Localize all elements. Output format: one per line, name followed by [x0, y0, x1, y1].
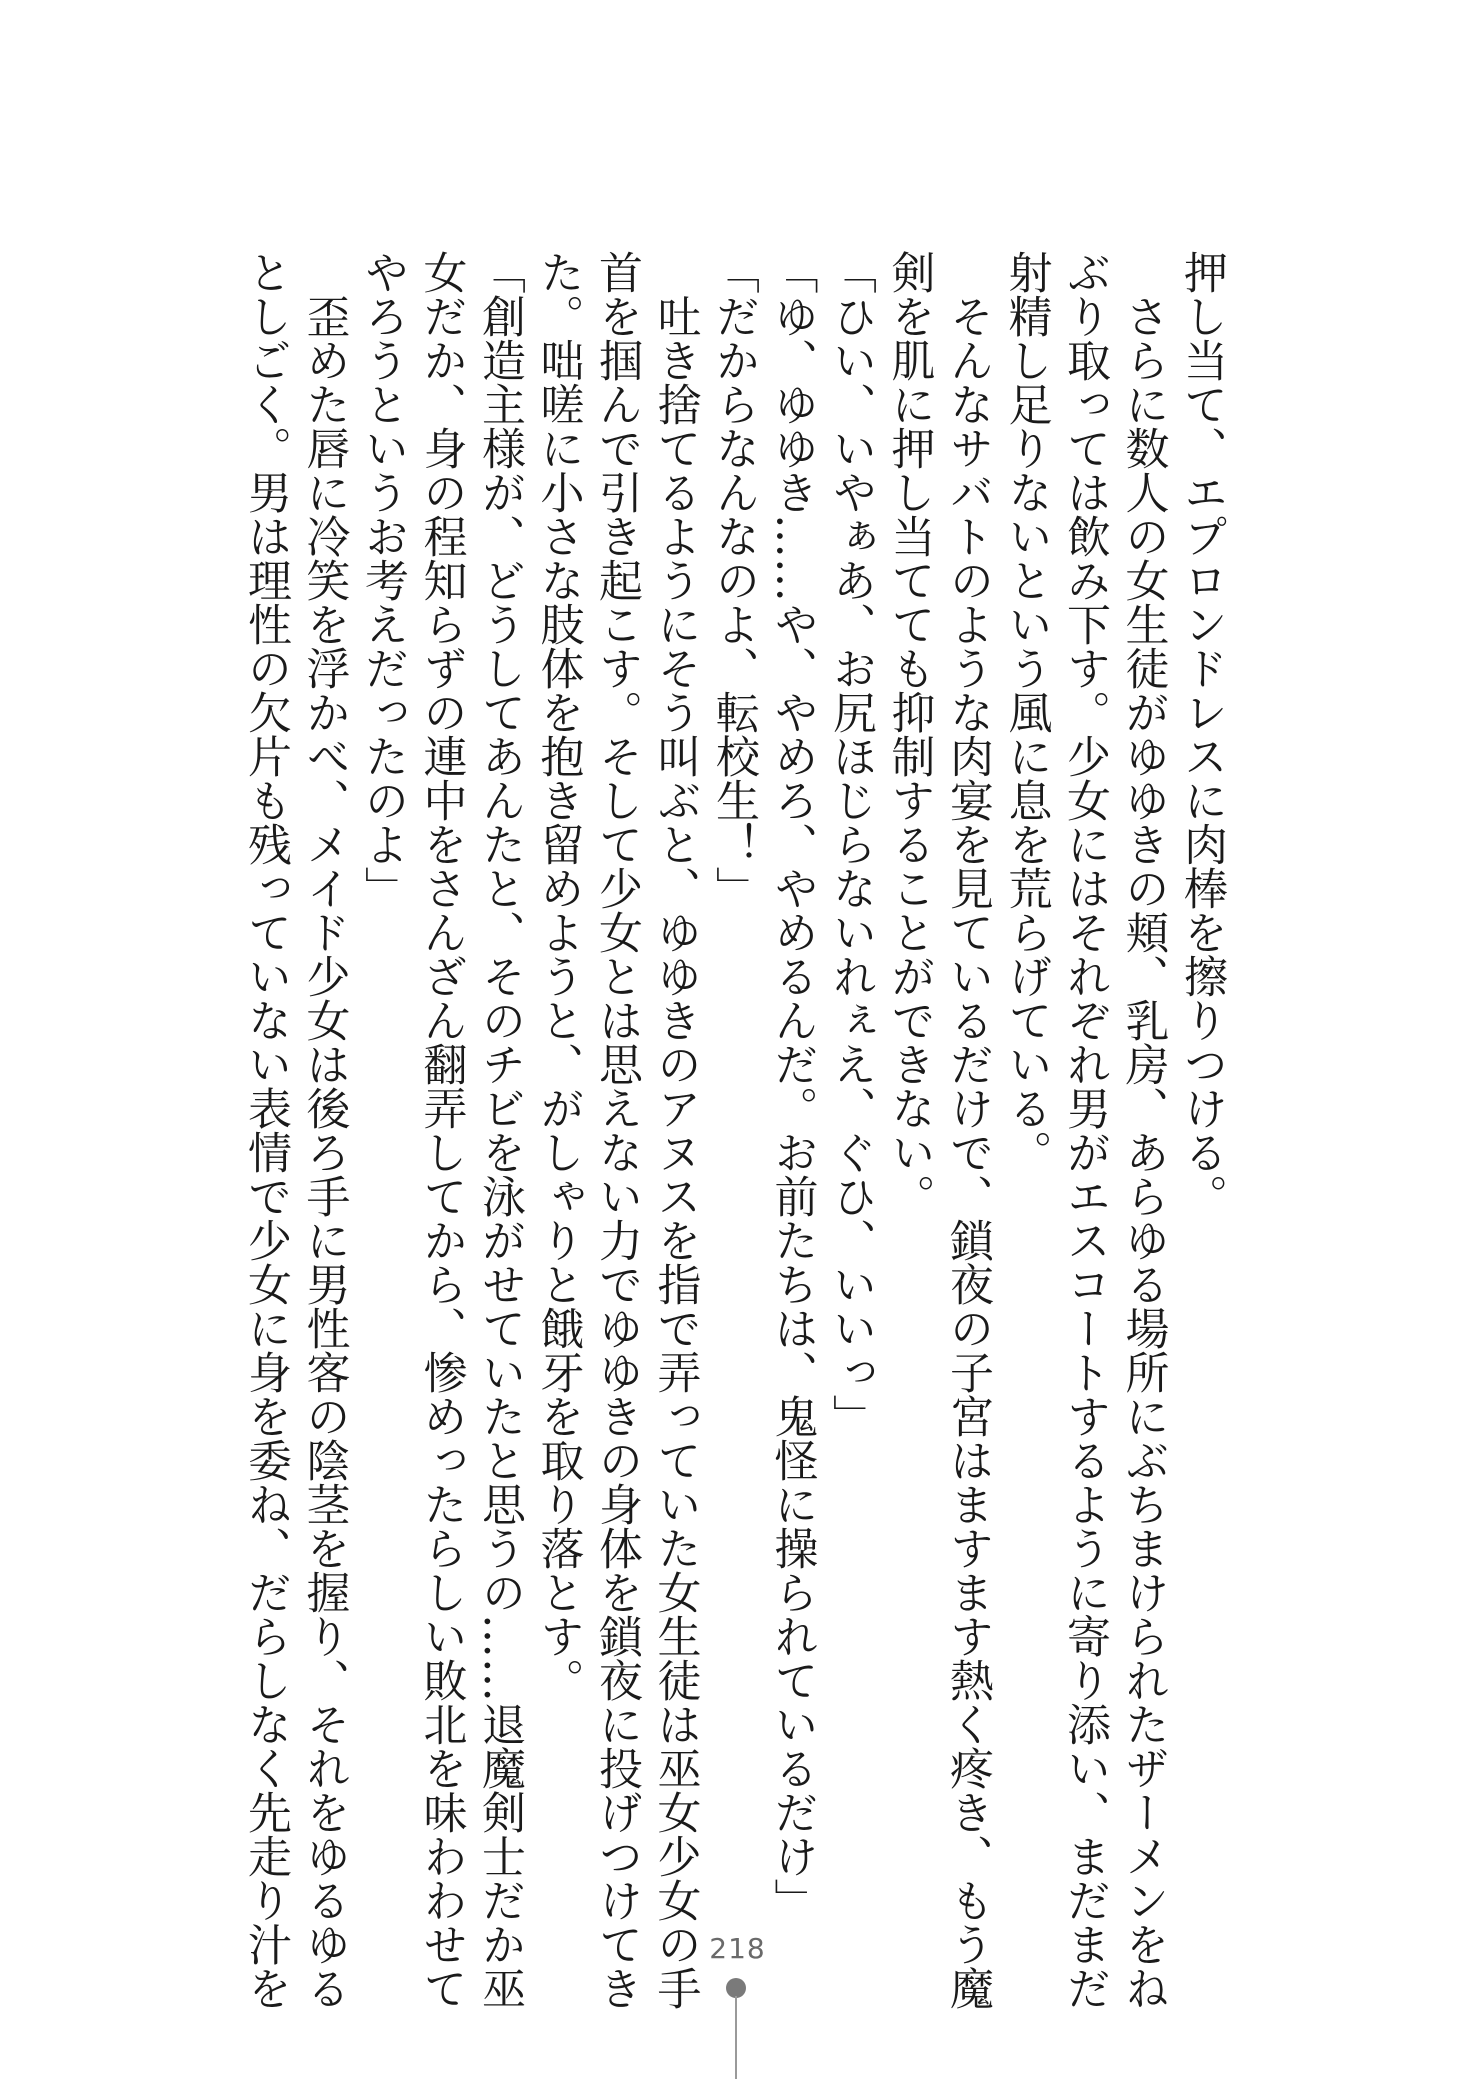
text-line: さらに数人の女生徒がゆゆきの頬、乳房、あらゆる場所にぶちまけられたザーメンをね: [1117, 250, 1169, 2010]
text-line: 「創造主様が、どうしてあんたと、そのチビを泳がせていたと思うの……退魔剣士だか巫: [474, 250, 525, 2010]
text-line: としごく。男は理性の欠片も残っていない表情で少女に身を委ね、だらしなく先走り汁を: [240, 250, 291, 2010]
text-line: 「ゆ、ゆゆき……や、やめろ、やめるんだ。お前たちは、鬼怪に操られているだけ」: [766, 250, 818, 1922]
text-line: ぶり取っては飲み下す。少女にはそれぞれ男がエスコートするように寄り添い、まだまだ: [1059, 250, 1110, 2010]
text-line: そんなサバトのような肉宴を見ているだけで、鎖夜の子宮はますます熱く疼き、もう魔: [942, 250, 993, 2010]
text-line: やろうというお考えだったのよ」: [357, 250, 408, 910]
text-line: 剣を肌に押し当てても抑制することができない。: [883, 250, 935, 1218]
text-line: 首を掴んで引き起こす。そして少女とは思えない力でゆゆきの身体を鎖夜に投げつけてき: [591, 250, 642, 2010]
text-line: 射精し足りないという風に息を荒らげている。: [1000, 250, 1052, 1174]
text-line: 押し当て、エプロンドレスに肉棒を擦りつける。: [1176, 250, 1227, 1218]
text-line: た。咄嗟に小さな肢体を抱き留めようと、がしゃりと餓牙を取り落とす。: [532, 250, 584, 1702]
text-line: 吐き捨てるようにそう叫ぶと、ゆゆきのアヌスを指で弄っていた女生徒は巫女少女の手: [649, 250, 701, 2010]
page-number: 218: [709, 1932, 766, 1965]
text-line: 「だからなんなのよ、転校生！」: [708, 250, 759, 910]
text-line: 「ひい、いやぁあ、お尻ほじらないれぇえ、ぐひ、いいっ」: [825, 250, 876, 1438]
page-marker-dot-icon: [726, 1978, 746, 1998]
text-line: 女だか、身の程知らずの連中をさんざん翻弄してから、惨めったらしい敗北を味わわせて: [415, 250, 467, 2010]
text-line: 歪めた唇に冷笑を浮かべ、メイド少女は後ろ手に男性客の陰茎を握り、それをゆるゆる: [298, 250, 350, 2010]
page-marker-line: [735, 1996, 737, 2079]
